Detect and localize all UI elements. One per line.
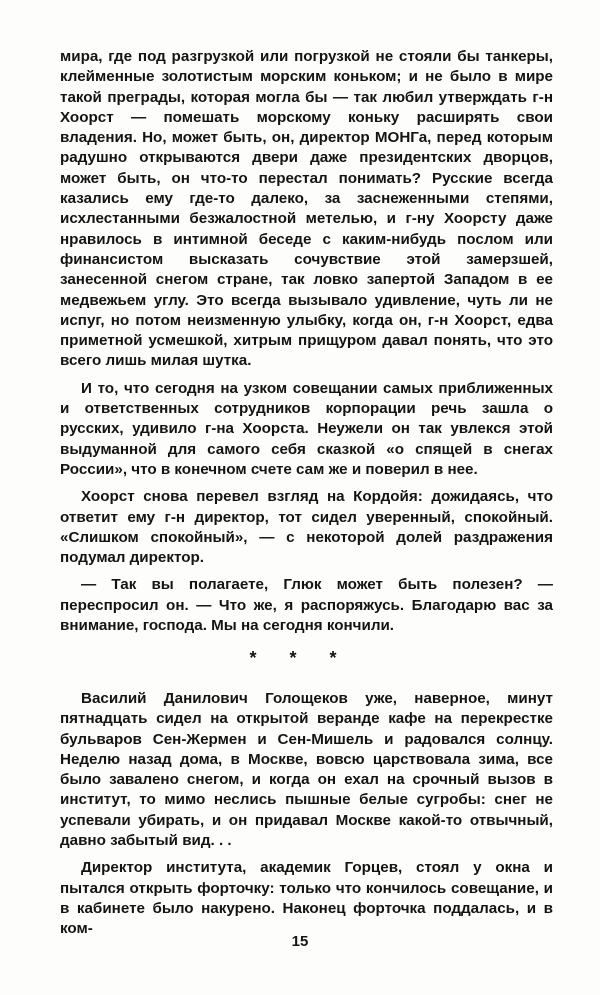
paragraph: И то, что сегодня на узком совещании самых приближенных и ответственных сотрудников корпорации речь зашла о русских, удивило г-на Хоорста. Неужели он так увлекся этой выдуманной для самого себя сказкой «о спящей в снегах России», что в конечном счете сам же и поверил в нее.: [60, 379, 553, 478]
paragraph: Василий Данилович Голощеков уже, наверное, минут пятнадцать сидел на открытой веранде кафе на перекрестке бульваров Сен-Жермен и Сен-Мишель и радовался солнцу. Неделю назад дома, в Москве, вовсю царствовала зима, все было завалено снегом, и когда он ехал на срочный вызов в институт, то мимо неслись пышные белые сугробы: снег не успевали убирать, и он придавал Москве какой-то отвычный, давно забытый вид. . .: [60, 690, 553, 850]
paragraph: — Так вы полагаете, Глюк может быть полезен? — переспросил он. — Что же, я распоряжусь. Благодарю вас за внимание, господа. Мы на сегодня кончили.: [60, 576, 553, 635]
section-separator: * * *: [249, 648, 351, 668]
text-section-2: [60, 689, 553, 947]
paragraph: Хоорст снова перевел взгляд на Кордойя: дожидаясь, что ответит ему г-н директор, тот сидел уверенный, спокойный. «Слишком спокойный», — с некоторой долей раздражения подумал директор.: [60, 488, 553, 567]
paragraph: Директор института, академик Горцев, стоял у окна и пытался открыть форточку: только что кончилось совещание, и в кабинете было накурено. Наконец форточка поддалась, и в ком-: [60, 859, 553, 938]
page-number: 15: [291, 933, 309, 950]
paragraph: мира, где под разгрузкой или погрузкой не стояли бы танкеры, клейменные золотистым морским коньком; и не было в мире такой преграды, которая могла бы — так любил утверждать г-н Хоорст — помешать морскому коньку расширять свои владения. Но, может быть, он, директор МОНГа, перед которым радушно открываются двери даже президентских дворцов, может быть, он что-то перестал понимать? Русские всегда казались ему где-то далеко, за заснеженными степями, исхлестанными безжалостной метелью, и г-ну Хоорсту даже нравилось в интимной беседе с каким-нибудь послом или финансистом высказать сочувствие этой замерзшей, занесенной снегом стране, так ловко запертой Западом в ее медвежьем углу. Это всегда вызывало удивление, чуть ли не испуг, но потом неизменную улыбку, когда он, г-н Хоорст, едва приметной усмешкой, хитрым прищуром давал понять, что это всего лишь милая шутка.: [60, 48, 553, 370]
text-section-1: [60, 47, 553, 643]
